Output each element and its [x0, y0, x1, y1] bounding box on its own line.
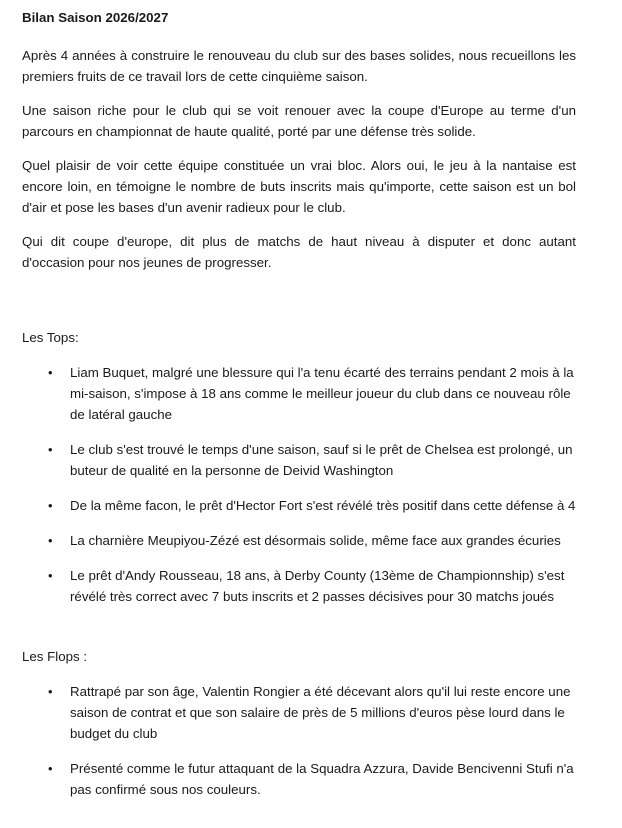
list-item-text: Le prêt d'Andy Rousseau, 18 ans, à Derby County (13ème de Championnship) s'est révélé très correct avec 7 buts inscrits et 2 passes décisives pour 30 matchs joués: [70, 568, 565, 604]
tops-list: [22, 362, 576, 607]
bullet-icon: •: [48, 442, 53, 457]
list-item: [22, 530, 576, 551]
flops-label: Les Flops :: [22, 649, 88, 664]
section-spacer: [22, 621, 576, 647]
list-item-text: Rattrapé par son âge, Valentin Rongier a été décevant alors qu'il lui reste encore une saison de contrat et que son salaire de près de 5 millions d'euros pèse lourd dans le budget du club: [70, 684, 571, 741]
bullet-icon: •: [48, 761, 53, 776]
list-item: [22, 681, 576, 744]
bullet-icon: •: [48, 533, 53, 548]
list-item: [22, 495, 576, 516]
list-item-text: De la même facon, le prêt d'Hector Fort s'est révélé très positif dans cette défense à 4: [70, 498, 576, 513]
list-item-text: Le club s'est trouvé le temps d'une saison, sauf si le prêt de Chelsea est prolongé, un buteur de qualité en la personne de Deivid Washington: [70, 442, 573, 478]
list-item-text: Présenté comme le futur attaquant de la Squadra Azzura, Davide Bencivenni Stufi n'a pas confirmé sous nos couleurs.: [70, 761, 574, 797]
flops-list: [22, 681, 576, 800]
bullet-icon: •: [48, 684, 53, 699]
document-page: [22, 8, 576, 814]
list-item-text: Liam Buquet, malgré une blessure qui l'a tenu écarté des terrains pendant 2 mois à la mi-saison, s'impose à 18 ans comme le meilleur joueur du club dans ce nouveau rôle de latéral gauche: [70, 365, 574, 422]
intro-paragraph: Après 4 années à construire le renouveau du club sur des bases solides, nous recueillons les premiers fruits de ce travail lors de cette cinquième saison.: [22, 48, 576, 84]
document-title: Bilan Saison 2026/2027: [22, 10, 169, 25]
tops-label: Les Tops:: [22, 330, 79, 345]
season-paragraph: Une saison riche pour le club qui se voit renouer avec la coupe d'Europe au terme d'un parcours en championnat de haute qualité, porté par une défense très solide.: [22, 103, 576, 139]
list-item: [22, 565, 576, 607]
list-item: [22, 362, 576, 425]
section-spacer: [22, 286, 576, 328]
list-item: [22, 439, 576, 481]
bullet-icon: •: [48, 498, 53, 513]
bullet-icon: •: [48, 365, 53, 380]
list-item: [22, 758, 576, 800]
europe-paragraph: Qui dit coupe d'europe, dit plus de matchs de haut niveau à disputer et donc autant d'occasion pour nos jeunes de progresser.: [22, 234, 576, 270]
team-paragraph: Quel plaisir de voir cette équipe constituée un vrai bloc. Alors oui, le jeu à la nantaise est encore loin, en témoigne le nombre de buts inscrits mais qu'importe, cette saison est un bol d'air et pose les bases d'un avenir radieux pour le club.: [22, 158, 576, 215]
list-item-text: La charnière Meupiyou-Zézé est désormais solide, même face aux grandes écuries: [70, 533, 561, 548]
bullet-icon: •: [48, 568, 53, 583]
